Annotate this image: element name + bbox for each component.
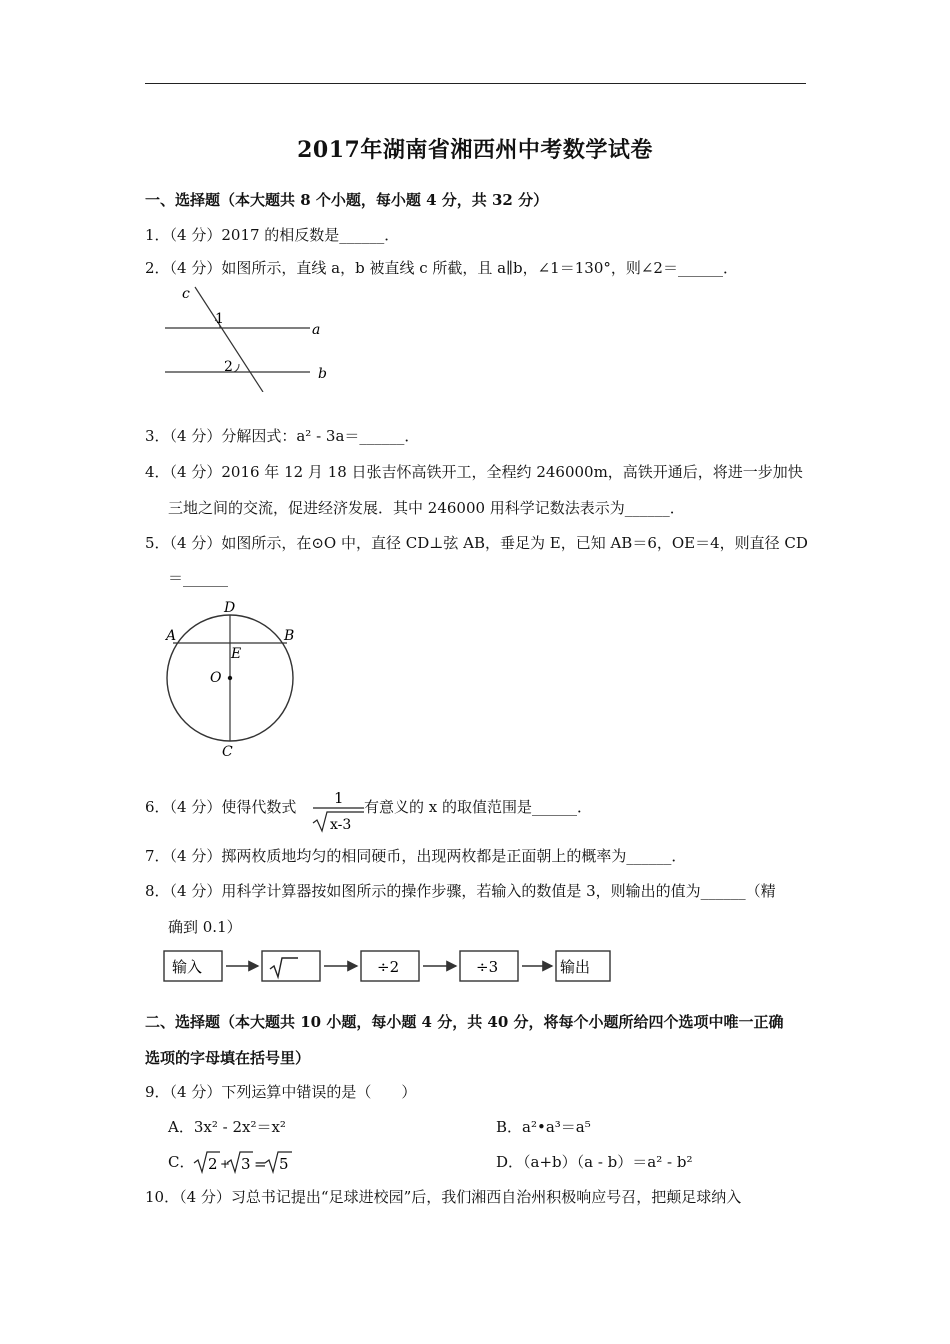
option-C-plus: + bbox=[220, 1157, 231, 1171]
question-8-line-1: 8．（4 分）用科学计算器按如图所示的操作步骤，若输入的数值是 3，则输出的值为______（精 bbox=[145, 882, 776, 900]
question-1: 1．（4 分）2017 的相反数是______． bbox=[145, 226, 400, 244]
label-angle-2: 2 bbox=[224, 359, 233, 375]
section-1-heading: 一、选择题（本大题共 8 个小题，每小题 4 分，共 32 分） bbox=[145, 191, 549, 209]
label-O: O bbox=[210, 670, 222, 686]
label-D: D bbox=[224, 600, 236, 616]
question-2: 2．（4 分）如图所示，直线 a，b 被直线 c 所截，且 a∥b，∠1＝130°，则∠2＝______． bbox=[145, 259, 738, 277]
option-C-label: C． bbox=[168, 1153, 195, 1171]
option-C-radicand-1: 2 bbox=[208, 1155, 218, 1173]
question-4-line-2: 三地之间的交流，促进经济发展．其中 246000 用科学记数法表示为______． bbox=[168, 499, 685, 517]
flow-divide-3-box: ÷3 bbox=[476, 958, 499, 976]
question-3: 3．（4 分）分解因式：a² - 3a＝______． bbox=[145, 427, 420, 445]
question-10: 10．（4 分）习总书记提出“足球进校园”后，我们湘西自治州积极响应号召，把颠足球纳入 bbox=[145, 1188, 742, 1206]
circle-figure bbox=[158, 596, 308, 760]
question-8-line-2: 确到 0.1） bbox=[168, 918, 242, 936]
fraction-denominator: x-3 bbox=[330, 817, 352, 833]
question-9: 9．（4 分）下列运算中错误的是（ ） bbox=[145, 1083, 417, 1101]
option-C-expression bbox=[192, 1148, 302, 1176]
question-5-line-1: 5．（4 分）如图所示，在⊙O 中，直径 CD⊥弦 AB，垂足为 E，已知 AB＝6，OE＝4，则直径 CD bbox=[145, 534, 808, 552]
option-B: B．a²•a³＝a⁵ bbox=[496, 1118, 591, 1136]
fraction-numerator: 1 bbox=[334, 789, 344, 807]
question-5-line-2: ＝______ bbox=[168, 569, 229, 587]
fraction-expression bbox=[310, 787, 368, 835]
section-2-heading-line-2: 选项的字母填在括号里） bbox=[145, 1049, 311, 1067]
section-2-heading-line-1: 二、选择题（本大题共 10 小题，每小题 4 分，共 40 分，将每个小题所给四个选项中唯一正确 bbox=[145, 1013, 784, 1031]
option-C-radicand-2: 3 bbox=[241, 1155, 251, 1173]
label-b: b bbox=[318, 366, 327, 382]
option-C-radicand-3: 5 bbox=[279, 1155, 289, 1173]
flow-output-box: 输出 bbox=[560, 958, 591, 976]
label-c: c bbox=[182, 286, 190, 302]
flow-input-box: 输入 bbox=[172, 958, 203, 976]
header-rule bbox=[145, 83, 806, 84]
label-B: B bbox=[284, 628, 295, 644]
question-6-suffix: 有意义的 x 的取值范围是______． bbox=[364, 798, 592, 816]
option-A: A．3x² - 2x²＝x² bbox=[168, 1118, 286, 1136]
calculator-flowchart bbox=[160, 945, 620, 987]
parallel-lines-figure bbox=[160, 282, 340, 392]
label-angle-1: 1 bbox=[215, 311, 224, 327]
exam-title: 2017年湖南省湘西州中考数学试卷 bbox=[297, 137, 653, 163]
label-C: C bbox=[222, 744, 233, 760]
label-E: E bbox=[231, 646, 242, 662]
question-4-line-1: 4．（4 分）2016 年 12 月 18 日张吉怀高铁开工，全程约 246000m，高铁开通后，将进一步加快 bbox=[145, 463, 803, 481]
flow-divide-2-box: ÷2 bbox=[377, 958, 400, 976]
question-7: 7．（4 分）掷两枚质地均匀的相同硬币，出现两枚都是正面朝上的概率为______． bbox=[145, 847, 687, 865]
label-a: a bbox=[312, 322, 321, 338]
sqrt-icon bbox=[270, 958, 298, 977]
label-A: A bbox=[166, 628, 177, 644]
option-C-equals: = bbox=[254, 1155, 267, 1173]
question-6-prefix: 6．（4 分）使得代数式 bbox=[145, 798, 297, 816]
option-D: D．（a+b）（a - b）＝a² - b² bbox=[496, 1153, 693, 1171]
